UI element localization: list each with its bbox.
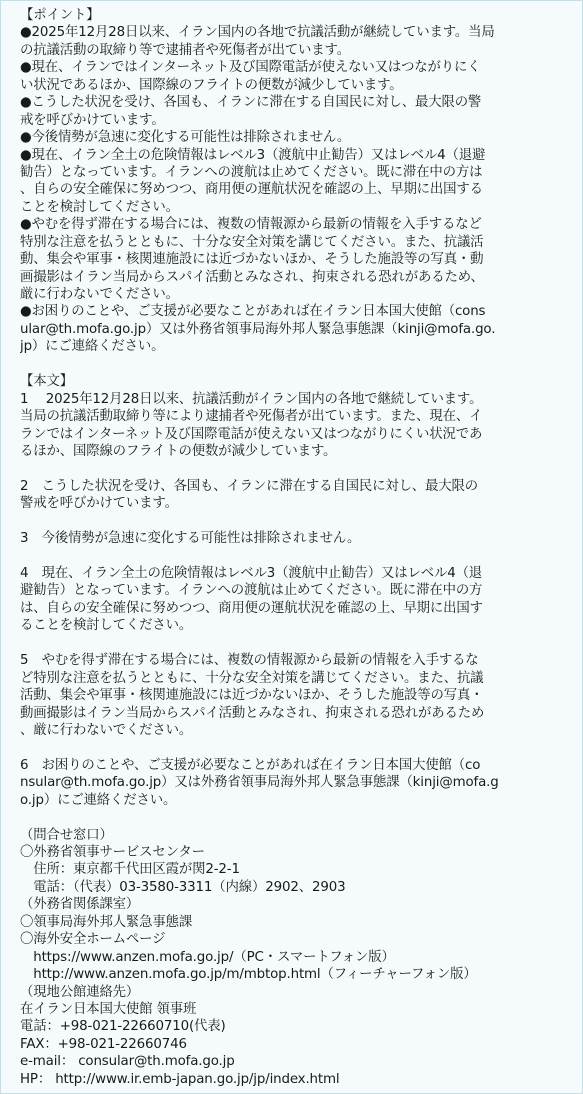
text-line: 〇領事局海外邦人緊急事態課 [20,914,193,930]
blank-line [20,635,574,652]
text-line: 画撮影はイラン当局からスパイ活動とみなされ、拘束される恐れがあるため、 [20,269,484,285]
text-line: ●現在、イラン全土の危険情報はレベル3（渡航中止勧告）又はレベル4（退避 [20,147,486,163]
text-line: ることを検討してください。 [20,618,193,634]
text-line: い状況であるほか、国際線のフライトの便数が減少しています。 [20,77,403,93]
text-line: 住所：東京都千代田区霞が関2-2-1 [20,862,240,878]
text-line: 【本文】 [20,374,73,390]
text-line: 4 現在、イラン全土の危険情報はレベル3（渡航中止勧告）又はレベル4（退 [20,566,483,581]
text-line: http://www.anzen.mofa.go.jp/m/mbtop.html（フィーチャーフォン版） [20,967,477,983]
text-line: 避勧告）となっています。イランへの渡航は止めてください。既に滞在中の方 [20,583,483,599]
text-line: 動、集会や軍事・核関連施設には近づかないほか、そうした施設等の写真・動 [20,252,484,268]
text-line: の抗議活動の取締り等で逮捕者や死傷者が出ています。 [20,42,350,58]
text-line: 活動、集会や軍事・核関連施設には近づかないほか、そうした施設等の写真・ [20,688,484,704]
text-line: 厳に行わないでください。 [20,287,179,302]
text-line: ●2025年12月28日以来、イラン国内の各地で抗議活動が継続しています。当局 [20,25,495,41]
text-line: ●現在、イランではインターネット及び国際電話が使えない又はつながりにく [20,60,481,76]
blank-line [20,739,574,756]
text-line: 、厳に行わないでください。 [20,722,193,738]
text-line: 、自らの安全確保に努めつつ、商用便の運航状況を確認の上、早期に出国する [20,182,483,198]
text-line: nsular@th.mofa.go.jp）又は外務省領事局海外邦人緊急事態課（kinji@mofa.g [20,775,499,791]
text-line: ●お困りのことや、ご支援が必要なことがあれば在イラン日本国大使館（cons [20,304,486,320]
text-line: o.jp）にご連絡ください。 [20,792,177,808]
text-line: ular@th.mofa.go.jp）又は外務省領事局海外邦人緊急事態課（kinji@mofa.go. [20,321,496,337]
text-line: ●やむを得ず滞在する場合には、複数の情報源から最新の情報を入手するなど [20,217,482,233]
text-line: 3 今後情勢が急速に変化する可能性は排除されません。 [20,531,361,547]
text-line: 戒を呼びかけています。 [20,112,165,128]
text-line: 〇外務省領事サービスセンター [20,845,205,860]
text-line: るほか、国際線のフライトの便数が減少しています。 [20,443,337,459]
blank-line [20,356,574,373]
blank-line [20,809,574,826]
text-line: https://www.anzen.mofa.go.jp/（PC・スマートフォン版） [20,949,395,965]
text-line: HP： http://www.ir.emb-japan.go.jp/jp/index.html [20,1071,340,1087]
text-line: 1 2025年12月28日以来、抗議活動がイラン国内の各地で継続しています。 [20,391,483,407]
text-line: 【ポイント】 [20,8,100,23]
text-line: jp）にご連絡ください。 [20,339,165,355]
text-line: 特別な注意を払うとともに、十分な安全対策を講じてください。また、抗議活 [20,234,484,250]
text-line: FAX：+98-021-22660746 [20,1036,187,1052]
text-line: ●こうした状況を受け、各国も、イランに滞在する自国民に対し、最大限の警 [20,95,482,111]
text-line: 5 やむを得ず滞在する場合には、複数の情報源から最新の情報を入手するな [20,653,479,669]
text-line: 在イラン日本国大使館 領事班 [20,1001,197,1017]
text-line: （外務省関係課室） [20,897,140,913]
text-line: 警戒を呼びかけています。 [20,496,178,512]
text-line: 2 こうした状況を受け、各国も、イランに滞在する自国民に対し、最大限の [20,478,479,494]
text-line: 6 お困りのことや、ご支援が必要なことがあれば在イラン日本国大使館（co [20,757,481,773]
text-line: ●今後情勢が急速に変化する可能性は排除されません。 [20,130,351,146]
text-line: ことを検討してください。 [20,199,179,215]
blank-line [20,513,574,530]
text-line: 動画撮影はイラン当局からスパイ活動とみなされ、拘束される恐れがあるため [20,705,485,721]
text-line: ど特別な注意を払うとともに、十分な安全対策を講じてください。また、抗議 [20,670,484,686]
text-line: 当局の抗議活動取締り等により逮捕者や死傷者が出ています。また、現在、イ [20,409,483,425]
text-line: e-mail： consular@th.mofa.go.jp [20,1054,235,1070]
blank-line [20,460,574,477]
text-line: 電話：（代表）03-3580-3311（内線）2902、2903 [20,879,346,895]
text-line: 勧告）となっています。イランへの渡航は止めてください。既に滞在中の方は [20,164,483,180]
text-line: は、自らの安全確保に努めつつ、商用便の運航状況を確認の上、早期に出国す [20,600,483,616]
text-line: ランではインターネット及び国際電話が使えない又はつながりにくい状況であ [20,426,483,442]
text-line: （問合せ窓口） [20,827,113,843]
text-line: 電話：+98-021-22660710(代表) [20,1019,226,1035]
text-line: （現地公館連絡先） [20,984,140,1000]
blank-line [20,548,574,565]
text-line: 〇海外安全ホームページ [20,932,166,948]
